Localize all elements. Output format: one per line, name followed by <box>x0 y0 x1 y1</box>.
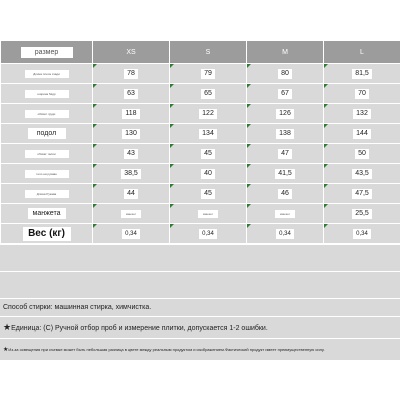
header-size: XS <box>126 48 136 56</box>
header-cell <box>93 41 170 64</box>
cell-marker <box>170 184 174 188</box>
table-row <box>1 204 400 224</box>
table-row <box>1 104 400 124</box>
row-label-cell <box>1 144 93 164</box>
cell-value: манжет <box>275 210 295 218</box>
value-cell <box>93 184 170 204</box>
cell-marker <box>93 184 97 188</box>
cell-value: 79 <box>201 69 215 79</box>
row-label: Длина Рукава <box>25 190 69 198</box>
cell-marker <box>247 224 251 228</box>
value-cell <box>170 164 247 184</box>
cell-marker <box>93 224 97 228</box>
cell-marker <box>247 104 251 108</box>
row-label-cell <box>1 104 93 124</box>
cell-marker <box>170 164 174 168</box>
value-cell <box>247 164 324 184</box>
row-label-cell <box>1 224 93 244</box>
cell-marker <box>170 84 174 88</box>
table-row <box>1 164 400 184</box>
value-cell <box>170 204 247 224</box>
value-cell <box>170 124 247 144</box>
cell-value: манжет <box>198 210 218 218</box>
row-label-cell <box>1 184 93 204</box>
cell-value: 63 <box>124 89 138 99</box>
cell-value: 78 <box>124 69 138 79</box>
cell-value: 45 <box>201 149 215 159</box>
value-cell <box>247 64 324 84</box>
cell-marker <box>170 104 174 108</box>
value-cell <box>247 184 324 204</box>
row-label: обхват груди <box>25 110 69 118</box>
table-row <box>1 124 400 144</box>
cell-value: 43,5 <box>352 169 372 179</box>
value-cell <box>324 64 400 84</box>
cell-value: 126 <box>276 109 294 119</box>
value-cell <box>324 184 400 204</box>
value-cell <box>170 64 247 84</box>
cell-marker <box>93 124 97 128</box>
table-row <box>1 224 400 244</box>
header-label: размер <box>21 47 73 58</box>
cell-marker <box>324 104 328 108</box>
size-table-body <box>1 41 400 244</box>
table-row <box>1 84 400 104</box>
cell-value: 45 <box>201 189 215 199</box>
cell-value: манжет <box>121 210 141 218</box>
cell-marker <box>170 224 174 228</box>
value-cell <box>93 124 170 144</box>
cell-value: 50 <box>355 149 369 159</box>
cell-marker <box>247 64 251 68</box>
value-cell <box>247 104 324 124</box>
cell-marker <box>170 124 174 128</box>
value-cell <box>93 224 170 244</box>
value-cell <box>93 84 170 104</box>
value-cell <box>324 124 400 144</box>
cell-marker <box>247 84 251 88</box>
size-table <box>0 40 400 244</box>
cell-value: 65 <box>201 89 215 99</box>
value-cell <box>247 144 324 164</box>
cell-value: 0,34 <box>199 229 217 239</box>
cell-marker <box>93 104 97 108</box>
value-cell <box>324 224 400 244</box>
header-cell <box>247 41 324 64</box>
row-label: манжета <box>28 208 66 219</box>
header-row <box>1 41 400 64</box>
header-size: L <box>360 48 364 56</box>
cell-marker <box>324 144 328 148</box>
cell-marker <box>170 64 174 68</box>
cell-value: 0,34 <box>276 229 294 239</box>
value-cell <box>324 84 400 104</box>
cell-marker <box>324 184 328 188</box>
cell-value: 132 <box>353 109 371 119</box>
table-row <box>1 64 400 84</box>
cell-marker <box>93 84 97 88</box>
cell-value: 122 <box>199 109 217 119</box>
value-cell <box>93 204 170 224</box>
cell-marker <box>170 204 174 208</box>
row-label-cell <box>1 64 93 84</box>
cell-marker <box>93 64 97 68</box>
cell-marker <box>93 164 97 168</box>
value-cell <box>247 84 324 104</box>
cell-marker <box>247 184 251 188</box>
cell-value: 0,34 <box>353 229 371 239</box>
cell-marker <box>324 224 328 228</box>
cell-marker <box>324 64 328 68</box>
value-cell <box>324 104 400 124</box>
value-cell <box>170 184 247 204</box>
value-cell <box>324 204 400 224</box>
cell-value: 38,5 <box>121 169 141 179</box>
cell-value: 118 <box>122 109 139 119</box>
cell-value: 144 <box>353 129 371 139</box>
cell-value: 0,34 <box>122 229 140 239</box>
star-icon: ★ <box>3 347 9 353</box>
cell-value: 47,5 <box>352 189 372 199</box>
header-cell <box>324 41 400 64</box>
value-cell <box>170 84 247 104</box>
cell-marker <box>324 84 328 88</box>
cell-value: 46 <box>278 189 292 199</box>
value-cell <box>324 164 400 184</box>
unit-note <box>0 316 400 338</box>
cell-value: 81,5 <box>352 69 372 79</box>
blank-row <box>0 244 400 271</box>
row-label-cell <box>1 124 93 144</box>
value-cell <box>247 124 324 144</box>
value-cell <box>93 144 170 164</box>
row-label: Вес (кг) <box>23 227 71 241</box>
table-row <box>1 184 400 204</box>
cell-value: 67 <box>278 89 292 99</box>
cell-marker <box>324 204 328 208</box>
cell-marker <box>93 144 97 148</box>
cell-value: 25,5 <box>352 209 372 219</box>
header-cell <box>170 41 247 64</box>
row-label: ширина бёдр <box>25 90 69 98</box>
value-cell <box>93 104 170 124</box>
care-note-text: Способ стирки: машинная стирка, химчистка. <box>3 304 152 311</box>
value-cell <box>93 64 170 84</box>
value-cell <box>247 224 324 244</box>
cell-value: 70 <box>355 89 369 99</box>
care-note <box>0 298 400 316</box>
cell-value: 44 <box>124 189 138 199</box>
value-cell <box>170 224 247 244</box>
cell-value: 138 <box>276 129 294 139</box>
cell-value: 80 <box>278 69 292 79</box>
star-icon: ★ <box>3 322 12 332</box>
cell-marker <box>170 144 174 148</box>
size-chart <box>0 40 400 360</box>
row-label-cell <box>1 204 93 224</box>
cell-marker <box>247 144 251 148</box>
unit-note-text: Единица: (С) Ручной отбор проб и измерение плитки, допускается 1-2 ошибки. <box>11 325 268 332</box>
disclaimer-note-text: Из-за освещения при съемке может быть небольшая разница в цвете между реальным продуктом и изображением.Фактический продукт имеет преимущественную силу. <box>8 347 325 352</box>
row-label: подол <box>28 128 66 139</box>
header-size: M <box>282 48 288 56</box>
cell-value: 130 <box>122 129 140 139</box>
header-cell <box>1 41 93 64</box>
value-cell <box>324 144 400 164</box>
disclaimer-note <box>0 338 400 360</box>
cell-value: 43 <box>124 149 138 159</box>
row-label-cell <box>1 164 93 184</box>
header-size: S <box>205 48 211 56</box>
cell-marker <box>247 124 251 128</box>
value-cell <box>93 164 170 184</box>
value-cell <box>247 204 324 224</box>
cell-value: 134 <box>199 129 217 139</box>
cell-marker <box>247 164 251 168</box>
value-cell <box>170 104 247 124</box>
row-label-cell <box>1 84 93 104</box>
value-cell <box>170 144 247 164</box>
row-label: Длина плеча сзади <box>25 70 69 78</box>
cell-value: 47 <box>278 149 292 159</box>
blank-row <box>0 271 400 298</box>
row-label: тело на рукаве <box>25 170 69 178</box>
row-label: обхват талии <box>25 150 69 158</box>
cell-marker <box>324 124 328 128</box>
cell-marker <box>93 204 97 208</box>
cell-marker <box>324 164 328 168</box>
cell-marker <box>247 204 251 208</box>
cell-value: 41,5 <box>275 169 295 179</box>
table-row <box>1 144 400 164</box>
cell-value: 40 <box>201 169 215 179</box>
